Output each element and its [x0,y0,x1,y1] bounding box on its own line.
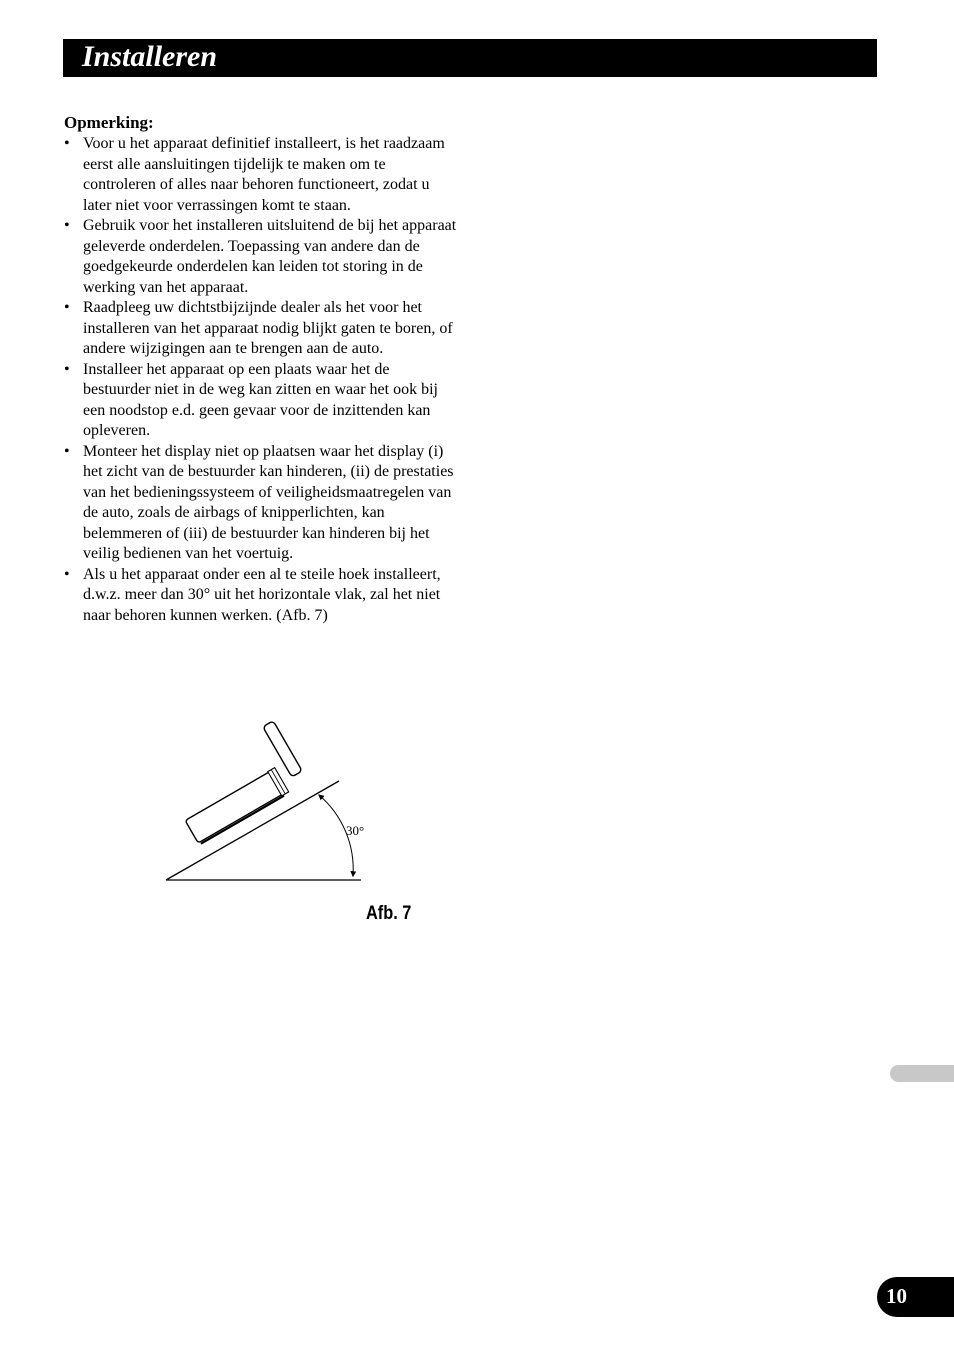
note-heading: Opmerking: [64,113,154,132]
page-number-tab [877,1277,954,1317]
bullet: • [64,217,70,234]
bullet: • [64,565,70,583]
note-item [64,442,458,565]
note-list [64,134,458,626]
note-item-text: Gebruik voor het installeren uitsluitend de bij het apparaat geleverde onderdelen. Toepassing van andere dan de goedgekeurde onderdelen kan leiden tot storing in de werking van het apparaat. [83,217,457,296]
language-tab [890,1065,954,1082]
note-item-text: Raadpleeg uw dichtstbijzijnde dealer als het voor het installeren van het apparaat nodig blijkt gaten te boren, of andere wijzigingen aan te brengen aan de auto. [83,299,453,357]
note-item-text: Installeer het apparaat op een plaats waar het de bestuurder niet in de weg kan zitten en waar het ook bij een noodstop e.d. geen gevaar voor de inzittenden kan opleveren. [83,360,438,439]
bullet: • [64,135,70,152]
note-item-text: Monteer het display niet op plaatsen waar het display (i) het zicht van de bestuurder kan hinderen, (ii) de prestaties van het bedieningssysteem of veiligheidsmaatregelen van de auto, zoals de airbags of knipperlichten, kan belemmeren of (iii) de bestuurder kan hinderen bij het veilig bedienen van het voertuig. [83,442,454,562]
bullet: • [64,360,70,378]
header-bar [63,39,877,77]
note-item [64,360,458,442]
note-item [64,298,458,360]
note-item-text: Voor u het apparaat definitief installeert, is het raadzaam eerst alle aansluitingen tijdelijk te maken om te controleren of alles naar behoren functioneert, zodat u later niet voor verrassingen komt te staan. [83,135,445,214]
page-number: 10 [886,1284,907,1308]
page-title: Installeren [82,40,218,73]
note-item [64,565,458,627]
bullet: • [64,299,70,316]
note-item-text: Als u het apparaat onder een al te steile hoek installeert, d.w.z. meer dan 30° uit het horizontale vlak, zal het niet naar behoren kunnen werken. (Afb. 7) [83,565,441,624]
figure-caption: Afb. 7 [366,903,412,924]
note-item [64,134,458,216]
bullet: • [64,442,70,460]
installation-angle-figure [160,708,370,888]
angle-label: 30° [346,823,365,838]
note-item [64,216,458,298]
device-unit [185,721,303,845]
antenna-icon [263,721,302,777]
